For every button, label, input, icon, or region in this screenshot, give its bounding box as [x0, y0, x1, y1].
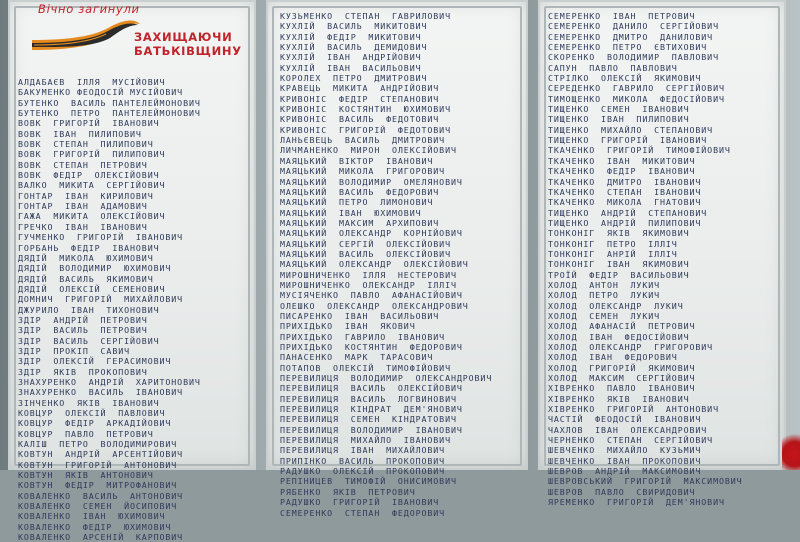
name-entry: ХОЛОД ОЛЕКСАНДР ЛУКИЧ [548, 300, 684, 311]
name-entry: ЗДІР ОЛЕКСІЙ ГЕРАСИМОВИЧ [18, 356, 172, 367]
heading-line-1: Вічно загинули [38, 2, 140, 16]
name-entry: ХІВРЕНКО ГРИГОРІЙ АНТОНОВИЧ [548, 404, 719, 415]
name-entry: СЕРЕДЕНКО ГАВРИЛО СЕРГІЙОВИЧ [548, 83, 725, 94]
name-entry: ШЕВРОВ ПАВЛО СВИРИДОВИЧ [548, 486, 696, 497]
name-entry: СКОРЕНКО ВОЛОДИМИР ПАВЛОВИЧ [548, 52, 719, 63]
name-entry: ЛАНЬЄВЕЦЬ ВАСИЛЬ ДМИТРОВИЧ [280, 135, 446, 146]
name-entry: КУХЛІЙ ІВАН ВАСИЛЬОВИЧ [280, 62, 422, 73]
name-entry: КРИВОНІС ВАСИЛЬ ФЕДОТОВИЧ [280, 114, 440, 125]
name-entry: КУХЛІЙ ІВАН АНДРІЙОВИЧ [280, 52, 422, 63]
name-entry: КУХЛІЙ ВАСИЛЬ ДЕМИДОВИЧ [280, 42, 428, 53]
name-entry: КОВАЛЕНКО СЕМЕН ЙОСИПОВИЧ [18, 501, 178, 512]
name-entry: КУЗЬМЕНКО СТЕПАН ГАВРИЛОВИЧ [280, 11, 451, 21]
name-entry: РЕПІНИЦЕВ ТИМОФІЙ ОНИСИМОВИЧ [280, 476, 457, 487]
name-entry: ШЕВЧЕНКО ІВАН ПРОКОПОВИЧ [548, 455, 702, 466]
name-entry: МАЯЦЬКИЙ МИКОЛА ГРИГОРОВИЧ [280, 166, 446, 177]
name-entry: МИРОШНИЧЕНКО ІЛЛЯ НЕСТЕРОВИЧ [280, 269, 457, 280]
st-george-ribbon-icon [30, 10, 142, 58]
name-entry: КОВЦУР ОЛЕКСІЙ ПАВЛОВИЧ [18, 408, 166, 418]
name-entry: КАЛІШ ПЕТРО ВОЛОДИМИРОВИЧ [18, 439, 178, 450]
name-entry: КОВЦУР ПАВЛО ПЕТРОВИЧ [18, 428, 154, 439]
name-entry: ШЕВРОВ АНДРІЙ МАКСИМОВИЧ [548, 466, 702, 477]
name-entry: ПЕРЕВИЛИЦЯ ВАСИЛЬ ОЛЕКСІЙОВИЧ [280, 383, 463, 394]
name-entry: ТИЩЕНКО СЕМЕН ІВАНОВИЧ [548, 104, 690, 115]
name-entry: БАКУМЕНКО ФЕОДОСІЙ МУСІЙОВИЧ [18, 87, 184, 98]
name-entry: ЯРЕМЕНКО ГРИГОРІЙ ДЕМ'ЯНОВИЧ [548, 497, 725, 508]
name-entry: ПЕРЕВИЛИЦЯ ВОЛОДИМИР ОЛЕКСАНДРОВИЧ [280, 373, 493, 384]
name-entry: ТКАЧЕНКО ІВАН МИКИТОВИЧ [548, 155, 696, 166]
name-entry: СЕМЕРЕНКО СТЕПАН ФЕДОРОВИЧ [280, 507, 446, 518]
name-entry: САПУН ПАВЛО ПАВЛОВИЧ [548, 62, 678, 73]
name-entry: ХІВРЕНКО ЯКІВ ІВАНОВИЧ [548, 393, 690, 404]
name-entry: ТИЩЕНКО АНДРІЙ ПИЛИПОВИЧ [548, 217, 702, 228]
name-entry: КОВАЛЕНКО ФЕДІР ЮХИМОВИЧ [18, 521, 172, 532]
name-entry: БУТЕНКО ПЕТРО ПАНТЕЛЕЙМОНОВИЧ [18, 108, 201, 119]
name-entry: КОВТУН ФЕДІР МИТРОФАНОВИЧ [18, 480, 178, 491]
name-entry: ВОВК ГРИГОРІЙ ПИЛИПОВИЧ [18, 149, 166, 160]
name-entry: ХІВРЕНКО ПАВЛО ІВАНОВИЧ [548, 383, 696, 394]
name-entry: КОВТУН ГРИГОРІЙ АНТОНОВИЧ [18, 459, 178, 470]
name-entry: ЗДІР ВАСИЛЬ ПЕТРОВИЧ [18, 325, 148, 336]
name-entry: ТКАЧЕНКО МИКОЛА ГНАТОВИЧ [548, 197, 702, 208]
name-entry: ГУЧМЕНКО ГРИГОРІЙ ІВАНОВИЧ [18, 232, 184, 243]
names-column-right [548, 11, 780, 508]
name-entry: ЗДІР ЯКІВ ПРОКОПОВИЧ [18, 366, 148, 377]
name-entry: ГОНТАР ІВАН АДАМОВИЧ [18, 201, 148, 212]
name-entry: ПЕРЕВИЛИЦЯ КІНДРАТ ДЕМ'ЯНОВИЧ [280, 404, 463, 415]
name-entry: ПРИХІДЬКО КОСТЯНТИН ФЕДОРОВИЧ [280, 342, 463, 352]
name-entry: ВОВК ФЕДІР ОЛЕКСІЙОВИЧ [18, 170, 160, 181]
name-entry: ТКАЧЕНКО ФЕДІР ІВАНОВИЧ [548, 166, 696, 177]
name-entry: ВОВК СТЕПАН ПЕТРОВИЧ [18, 159, 148, 170]
name-entry: ПЕРЕВИЛИЦЯ МИХАЙЛО ІВАНОВИЧ [280, 435, 451, 446]
name-entry: ВОВК ІВАН ПИЛИПОВИЧ [18, 128, 142, 139]
name-entry: РАДУШКО ГРИГОРІЙ ІВАНОВИЧ [280, 497, 440, 508]
memorial-plaque-right [538, 0, 786, 508]
name-entry: МАЯЦЬКИЙ ВІКТОР ІВАНОВИЧ [280, 155, 434, 166]
name-entry: ТКАЧЕНКО ГРИГОРІЙ ТИМОФІЙОВИЧ [548, 145, 731, 156]
name-entry: КОВТУН ЯКІВ АНТОНОВИЧ [18, 470, 154, 481]
name-entry: ТОНКОНІГ ПЕТРО ІЛЛІЧ [548, 238, 678, 249]
name-entry: АЛДАБАЄВ ІЛЛЯ МУСІЙОВИЧ [18, 77, 166, 87]
name-entry: ТИМОЩЕНКО МИКОЛА ФЕДОСІЙОВИЧ [548, 93, 725, 104]
name-entry: ЧАСТІЙ ФЕОДОСІЙ ІВАНОВИЧ [548, 414, 702, 425]
name-entry: ВАЛКО МИКИТА СЕРГІЙОВИЧ [18, 180, 166, 191]
name-entry: БУТЕНКО ВАСИЛЬ ПАНТЕЛЕЙМОНОВИЧ [18, 97, 201, 108]
name-entry: МИРОШНИЧЕНКО ОЛЕКСАНДР ІЛЛІЧ [280, 279, 457, 290]
name-entry: ДЯДІЙ ОЛЕКСІЙ СЕМЕНОВИЧ [18, 283, 166, 294]
name-entry: ЧАХЛОВ ІВАН ОЛЕКСАНДРОВИЧ [548, 424, 708, 435]
name-entry: КОВАЛЕНКО ІВАН ЮХИМОВИЧ [18, 511, 166, 522]
name-entry: ПРИХІДЬКО ІВАН ЯКОВИЧ [280, 321, 416, 332]
name-entry: КУХЛІЙ ВАСИЛЬ МИКИТОВИЧ [280, 21, 428, 32]
name-entry: СЕМЕРЕНКО ПЕТРО ЄВТИХОВИЧ [548, 42, 708, 53]
name-entry: ЗДІР ВАСИЛЬ СЕРГІЙОВИЧ [18, 335, 160, 346]
name-entry: МАЯЦЬКИЙ ОЛЕКСАНДР КОРНІЙОВИЧ [280, 228, 463, 239]
name-entry: МАЯЦЬКИЙ ВАСИЛЬ ФЕДОРОВИЧ [280, 186, 440, 197]
name-entry: КОРОЛЕХ ПЕТРО ДМИТРОВИЧ [280, 73, 428, 84]
name-entry: СЕМЕРЕНКО ІВАН ПЕТРОВИЧ [548, 11, 696, 21]
name-entry: ЗНАХУРЕНКО АНДРІЙ ХАРИТОНОВИЧ [18, 376, 201, 387]
red-paint-mark [782, 430, 800, 470]
name-entry: ПЕРЕВИЛИЦЯ ІВАН МИХАЙЛОВИЧ [280, 445, 446, 456]
name-entry: ГРЕЧКО ІВАН ІВАНОВИЧ [18, 221, 148, 232]
name-entry: ХОЛОД АФАНАСІЙ ПЕТРОВИЧ [548, 321, 696, 332]
name-entry: ТИЩЕНКО АНДРІЙ СТЕПАНОВИЧ [548, 207, 708, 218]
name-entry: СЕМЕРЕНКО ДМИТРО ДАНИЛОВИЧ [548, 31, 714, 42]
name-entry: КРИВОНІС ГРИГОРІЙ ФЕДОТОВИЧ [280, 124, 451, 135]
name-entry: ДЯДІЙ ВОЛОДИМИР ЮХИМОВИЧ [18, 263, 172, 274]
name-entry: ТИЩЕНКО ІВАН ПИЛИПОВИЧ [548, 114, 690, 125]
name-entry: ТИЩЕНКО ГРИГОРІЙ ІВАНОВИЧ [548, 135, 708, 146]
name-entry: РАДУШКО ОЛЕКСІЙ ПРОКОПОВИЧ [280, 466, 446, 477]
name-entry: ГОРБАНЬ ФЕДІР ІВАНОВИЧ [18, 242, 160, 253]
name-entry: ХОЛОД АНТОН ЛУКИЧ [548, 279, 661, 290]
name-entry: ПИСАРЕНКО ІВАН ВАСИЛЬОВИЧ [280, 310, 440, 321]
name-entry: КРИВОНІС КОСТЯНТИН ЮХИМОВИЧ [280, 104, 451, 115]
name-entry: МАЯЦЬКИЙ ІВАН ЮХИМОВИЧ [280, 207, 422, 218]
name-entry: ГАЖА МИКИТА ОЛЕКСІЙОВИЧ [18, 211, 166, 222]
name-entry: КРИВОНІС ФЕДІР СТЕПАНОВИЧ [280, 93, 440, 104]
name-entry: ГОНТАР ІВАН КИРИЛОВИЧ [18, 190, 154, 201]
name-entry: ПРИПІНКО ВАСИЛЬ ПРОКОПОВИЧ [280, 455, 446, 466]
names-column-center [280, 11, 522, 518]
name-entry: ПЕРЕВИЛИЦЯ ВОЛОДИМИР ІВАНОВИЧ [280, 424, 463, 435]
name-entry: ТРОЇЙ ФЕДІР ВАСИЛЬОВИЧ [548, 269, 690, 280]
memorial-plaque-center [266, 0, 528, 518]
name-entry: ХОЛОД ІВАН ФЕДОРОВИЧ [548, 352, 678, 363]
name-entry: ТКАЧЕНКО СТЕПАН ІВАНОВИЧ [548, 186, 702, 197]
name-entry: ТКАЧЕНКО ДМИТРО ІВАНОВИЧ [548, 176, 702, 187]
name-entry: ШЕВРОВСЬКИЙ ГРИГОРІЙ МАКСИМОВИЧ [548, 476, 743, 487]
name-entry: МАЯЦЬКИЙ ВАСИЛЬ ОЛЕКСІЙОВИЧ [280, 248, 451, 259]
name-entry: КУХЛІЙ ФЕДІР МИКИТОВИЧ [280, 31, 422, 42]
name-entry: ТОНКОНІГ ЯКІВ ЯКИМОВИЧ [548, 228, 690, 239]
name-entry: КОВТУН АНДРІЙ АРСЕНТІЙОВИЧ [18, 449, 184, 460]
names-column-left [18, 77, 250, 542]
name-entry: МАЯЦЬКИЙ МАКСИМ АРХИПОВИЧ [280, 217, 440, 228]
name-entry: МАЯЦЬКИЙ СЕРГІЙ ОЛЕКСІЙОВИЧ [280, 238, 451, 249]
name-entry: ХОЛОД СЕМЕН ЛУКИЧ [548, 310, 661, 321]
name-entry: СЕМЕРЕНКО ДАНИЛО СЕРГІЙОВИЧ [548, 21, 719, 32]
name-entry: ПЕРЕВИЛИЦЯ ВАСИЛЬ ЛОГВИНОВИЧ [280, 393, 457, 404]
heading-line-2: ЗАХИЩАЮЧИ [134, 30, 233, 44]
name-entry: ТОНКОНІГ ІВАН ЯКИМОВИЧ [548, 259, 690, 270]
name-entry: РЯБЕНКО ЯКІВ ПЕТРОВИЧ [280, 486, 416, 497]
name-entry: ЗДІР АНДРІЙ ПЕТРОВИЧ [18, 314, 148, 325]
name-entry: ХОЛОД ОЛЕКСАНДР ГРИГОРОВИЧ [548, 342, 714, 352]
name-entry: СТРІЛКО ОЛЕКСІЙ ЯКИМОВИЧ [548, 73, 702, 84]
name-entry: ХОЛОД ПЕТРО ЛУКИЧ [548, 290, 661, 301]
name-entry: МУСІЯЧЕНКО ПАВЛО АФАНАСІЙОВИЧ [280, 290, 463, 301]
name-entry: ОЛЕШКО ОЛЕКСАНДР ОЛЕКСАНДРОВИЧ [280, 300, 469, 311]
name-entry: ДЯДІЙ ВАСИЛЬ ЯКИМОВИЧ [18, 273, 154, 284]
name-entry: ЛИЧМАНЕНКО МИРОН ОЛЕКСІЙОВИЧ [280, 145, 457, 156]
name-entry: ПРИХІДЬКО ГАВРИЛО ІВАНОВИЧ [280, 331, 446, 342]
name-entry: ПОТАПОВ ОЛЕКСІЙ ТИМОФІЙОВИЧ [280, 362, 451, 373]
name-entry: ЗІНЧЕНКО ЯКІВ ІВАНОВИЧ [18, 397, 160, 408]
name-entry: ДЖУРИЛО ІВАН ТИХОНОВИЧ [18, 304, 160, 315]
name-entry: ЗНАХУРЕНКО ВАСИЛЬ ІВАНОВИЧ [18, 387, 184, 398]
name-entry: ШЕВЧЕНКО МИХАЙЛО КУЗЬМИЧ [548, 445, 702, 456]
name-entry: КРАВЕЦЬ МИКИТА АНДРІЙОВИЧ [280, 83, 440, 94]
name-entry: ЧЕРНЕНКО СТЕПАН СЕРГІЙОВИЧ [548, 435, 714, 446]
heading-line-3: БАТЬКІВЩИНУ [134, 44, 242, 58]
name-entry: ПЕРЕВИЛИЦЯ СЕМЕН КІНДРАТОВИЧ [280, 414, 457, 425]
name-entry: МАЯЦЬКИЙ ВОЛОДИМИР ОМЕЛЯНОВИЧ [280, 176, 463, 187]
name-entry: ХОЛОД ІВАН ФЕДОСІЙОВИЧ [548, 331, 690, 342]
name-entry: ТИЩЕНКО МИХАЙЛО СТЕПАНОВИЧ [548, 124, 714, 135]
name-entry: ЗДІР ПРОКІП САВИЧ [18, 345, 131, 356]
name-entry: ПАНАСЕНКО МАРК ТАРАСОВИЧ [280, 352, 434, 363]
name-entry: ХОЛОД ГРИГОРІЙ ЯКИМОВИЧ [548, 362, 696, 373]
name-entry: ВОВК ГРИГОРІЙ ІВАНОВИЧ [18, 118, 160, 129]
name-entry: ВОВК СТЕПАН ПИЛИПОВИЧ [18, 139, 154, 150]
memorial-plaque-left [8, 0, 256, 542]
name-entry: КОВАЛЕНКО АРСЕНІЙ КАРПОВИЧ [18, 532, 184, 542]
name-entry: ДЯДІЙ МИКОЛА ЮХИМОВИЧ [18, 252, 154, 263]
name-entry: МАЯЦЬКИЙ ПЕТРО ЛИМОНОВИЧ [280, 197, 434, 208]
name-entry: ДОМНИЧ ГРИГОРІЙ МИХАЙЛОВИЧ [18, 294, 184, 305]
name-entry: ХОЛОД МАКСИМ СЕРГІЙОВИЧ [548, 373, 696, 384]
name-entry: МАЯЦЬКИЙ ОЛЕКСАНДР ОЛЕКСІЙОВИЧ [280, 259, 469, 270]
name-entry: ТОНКОНІГ АНРІЙ ІЛЛІЧ [548, 248, 678, 259]
name-entry: КОВЦУР ФЕДІР АРКАДІЙОВИЧ [18, 418, 172, 429]
name-entry: КОВАЛЕНКО ВАСИЛЬ АНТОНОВИЧ [18, 490, 184, 501]
